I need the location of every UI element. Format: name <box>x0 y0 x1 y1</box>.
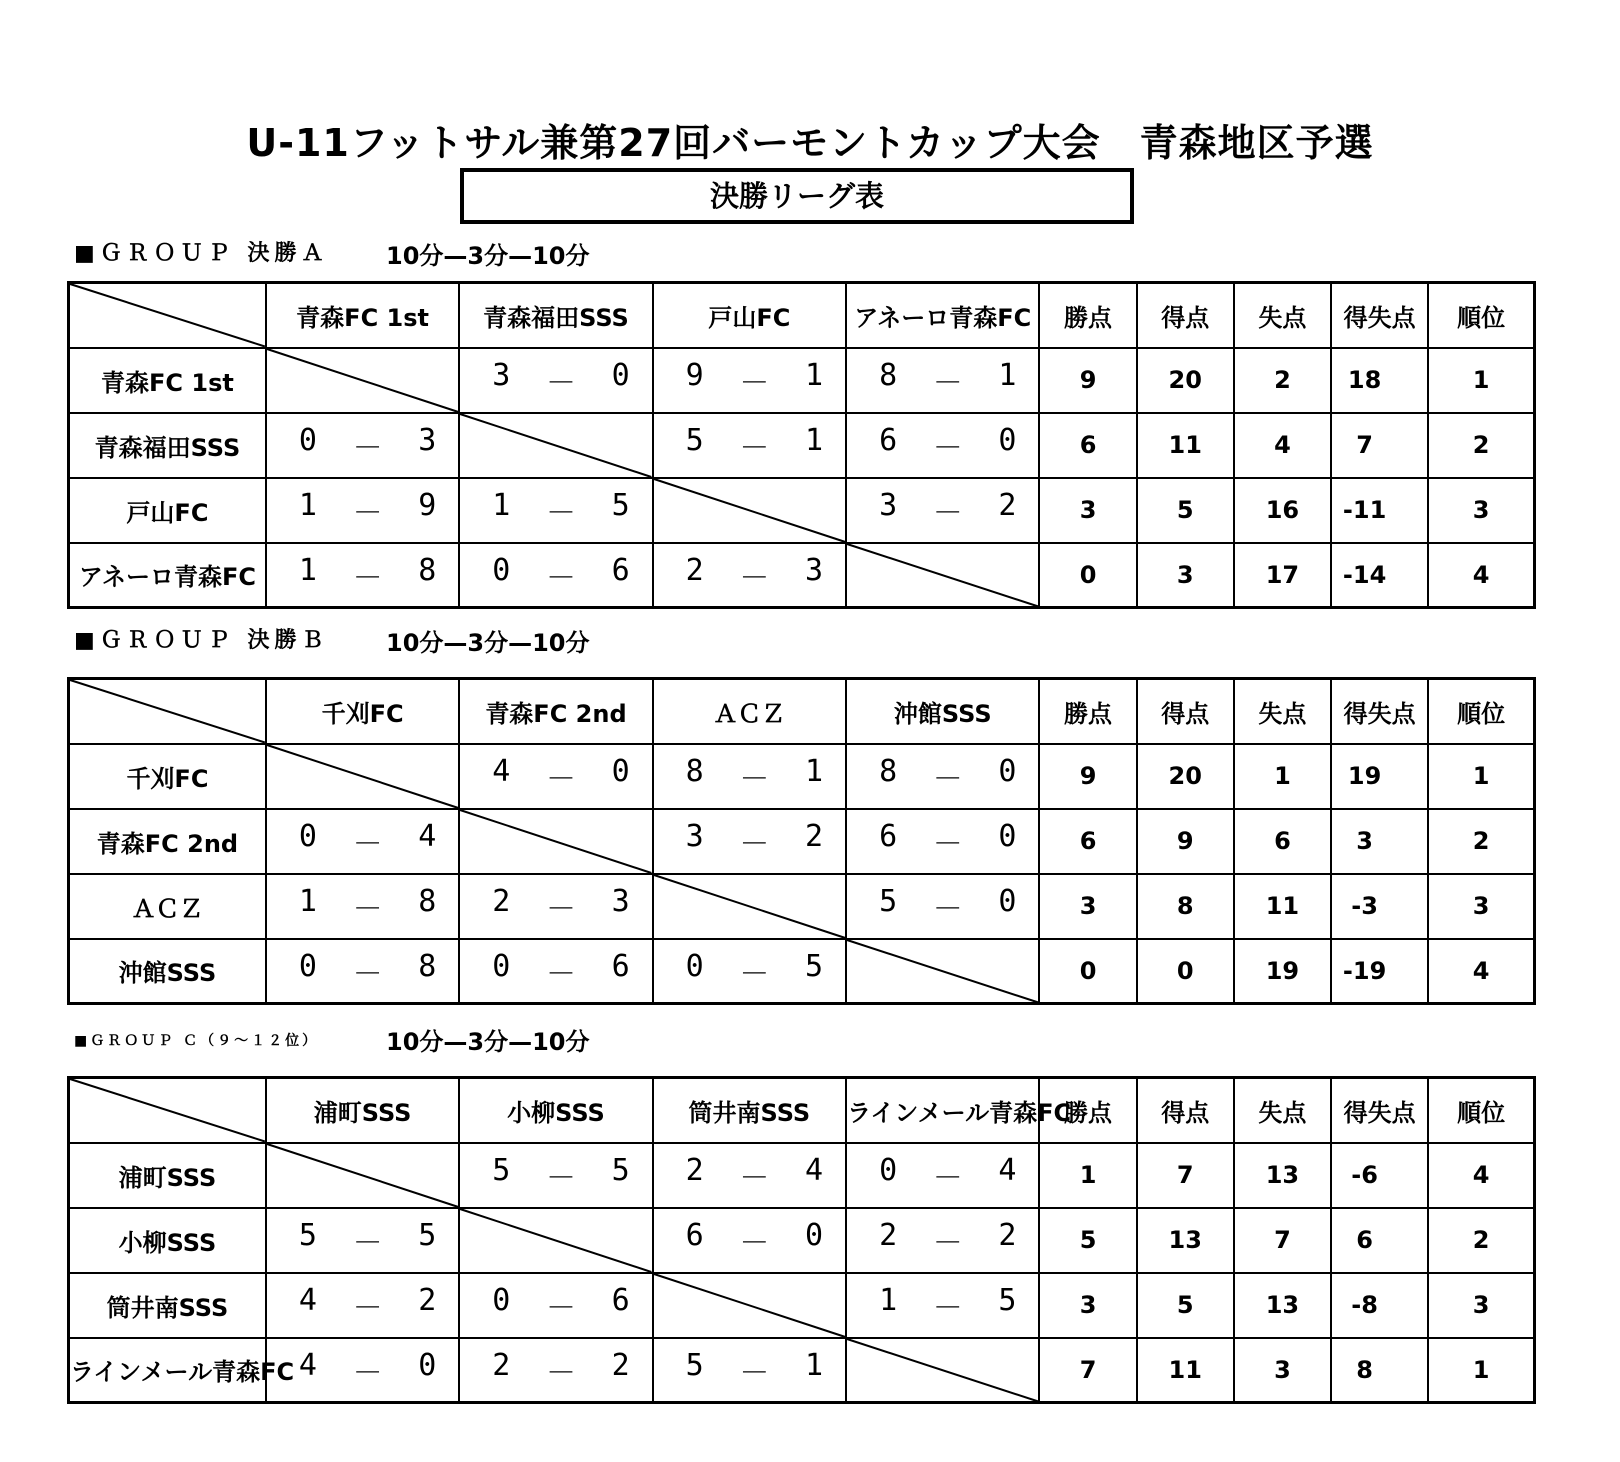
group-match-time: 10分—3分—10分 <box>386 1028 590 1056</box>
match-score-cell <box>266 478 459 543</box>
diagonal-line <box>460 810 651 873</box>
rank-cell: 1 <box>1428 348 1534 413</box>
score-for: 5 <box>492 1153 511 1188</box>
score-against: 6 <box>611 948 630 984</box>
row-team-name: 小柳SSS <box>69 1208 266 1273</box>
score-separator: － <box>932 1291 963 1326</box>
score-for: 6 <box>879 819 898 854</box>
group-label: ■ＧＲＯＵＰ 決勝Ｂ <box>74 628 329 653</box>
table-header-row <box>69 1078 1535 1143</box>
match-score-cell <box>846 413 1039 478</box>
score-against: 5 <box>611 488 630 523</box>
column-team-header: 筒井南SSS <box>653 1078 846 1143</box>
score-against: 5 <box>998 1283 1017 1318</box>
score-against: 4 <box>418 819 437 854</box>
table-row <box>69 744 1535 809</box>
rank-cell: 2 <box>1428 809 1534 874</box>
goals-for-cell: 8 <box>1137 874 1234 939</box>
row-team-name: 浦町SSS <box>69 1143 266 1208</box>
column-team-header: アネーロ青森FC <box>846 283 1039 348</box>
corner-cell <box>69 1078 266 1143</box>
goal-difference-cell: 19 <box>1331 744 1428 809</box>
column-team-header: 千刈FC <box>266 679 459 744</box>
column-team-header: 浦町SSS <box>266 1078 459 1143</box>
score-separator: － <box>739 827 770 862</box>
table-row <box>69 1338 1535 1403</box>
match-score-cell <box>846 1143 1039 1208</box>
self-match-cell <box>266 1143 459 1208</box>
score-against: 0 <box>611 754 630 789</box>
self-match-cell <box>266 744 459 809</box>
goals-for-cell: 3 <box>1137 543 1234 608</box>
goal-difference-cell: -3 <box>1331 874 1428 939</box>
score-for: 3 <box>492 358 511 393</box>
match-score-cell <box>266 939 459 1004</box>
diagonal-line <box>460 414 651 477</box>
goals-against-cell: 6 <box>1234 809 1331 874</box>
score-for: 3 <box>879 488 898 523</box>
score-against: 0 <box>611 358 630 393</box>
rank-cell: 1 <box>1428 1338 1534 1403</box>
points-cell: 7 <box>1039 1338 1136 1403</box>
score-separator: － <box>932 762 963 797</box>
table-row <box>69 348 1535 413</box>
score-against: 1 <box>804 423 824 458</box>
league-table <box>67 677 1536 1005</box>
score-against: 0 <box>804 1218 824 1253</box>
score-separator: － <box>932 892 963 927</box>
match-score-cell <box>266 874 459 939</box>
table-row <box>69 478 1535 543</box>
score-for: 8 <box>685 754 704 789</box>
self-match-cell <box>653 478 846 543</box>
goal-difference-cell: -6 <box>1331 1143 1428 1208</box>
corner-cell <box>69 283 266 348</box>
score-against: 0 <box>418 1347 437 1383</box>
score-against: 4 <box>804 1153 824 1188</box>
score-for: 1 <box>298 552 317 588</box>
score-for: 0 <box>492 1283 511 1318</box>
score-separator: － <box>545 1291 576 1326</box>
row-team-name: ＡＣＺ <box>69 874 266 939</box>
score-separator: － <box>545 762 576 797</box>
page-title: U-11フットサル兼第27回バーモントカップ大会 青森地区予選 <box>246 121 1374 165</box>
self-match-cell <box>266 348 459 413</box>
score-separator: － <box>739 1355 770 1391</box>
score-for: 1 <box>298 488 317 523</box>
rank-cell: 1 <box>1428 744 1534 809</box>
match-score-cell <box>266 543 459 608</box>
table-header-row <box>69 283 1535 348</box>
match-score-cell <box>459 478 652 543</box>
score-against: 2 <box>804 819 824 854</box>
column-team-header: ＡＣＺ <box>653 679 846 744</box>
match-score-cell <box>266 1338 459 1403</box>
stat-header: 得失点 <box>1331 679 1428 744</box>
column-team-header: 青森FC 2nd <box>459 679 652 744</box>
self-match-cell <box>653 874 846 939</box>
row-team-name: 千刈FC <box>69 744 266 809</box>
goals-against-cell: 3 <box>1234 1338 1331 1403</box>
goal-difference-cell: 3 <box>1331 809 1428 874</box>
stat-header: 得点 <box>1137 1078 1234 1143</box>
score-against: 1 <box>804 1347 824 1383</box>
score-for: 2 <box>685 552 704 588</box>
goal-difference-cell: 18 <box>1331 348 1428 413</box>
score-against: 5 <box>611 1153 630 1188</box>
score-against: 0 <box>998 819 1017 854</box>
stat-header: 失点 <box>1234 283 1331 348</box>
goals-against-cell: 4 <box>1234 413 1331 478</box>
diagonal-line <box>654 1274 845 1337</box>
match-score-cell <box>846 1273 1039 1338</box>
score-for: 2 <box>879 1218 898 1253</box>
score-for: 5 <box>879 884 898 919</box>
goal-difference-cell: -19 <box>1331 939 1428 1004</box>
goal-difference-cell: -11 <box>1331 478 1428 543</box>
score-against: 1 <box>804 754 824 789</box>
goals-against-cell: 16 <box>1234 478 1331 543</box>
match-score-cell <box>459 874 652 939</box>
score-for: 5 <box>685 1347 704 1383</box>
match-score-cell <box>459 348 652 413</box>
score-against: 0 <box>998 884 1017 919</box>
points-cell: 6 <box>1039 413 1136 478</box>
goals-for-cell: 20 <box>1137 348 1234 413</box>
match-score-cell <box>459 1273 652 1338</box>
league-table <box>67 281 1536 609</box>
points-cell: 1 <box>1039 1143 1136 1208</box>
score-against: 8 <box>418 948 437 984</box>
score-separator: － <box>932 827 963 862</box>
score-for: 6 <box>879 423 898 458</box>
stat-header: 得点 <box>1137 679 1234 744</box>
score-separator: － <box>352 956 383 992</box>
score-against: 2 <box>998 488 1017 523</box>
match-score-cell <box>653 1338 846 1403</box>
score-separator: － <box>545 956 576 992</box>
goals-against-cell: 1 <box>1234 744 1331 809</box>
goals-for-cell: 7 <box>1137 1143 1234 1208</box>
match-score-cell <box>653 939 846 1004</box>
goals-for-cell: 5 <box>1137 478 1234 543</box>
stat-header: 失点 <box>1234 679 1331 744</box>
goal-difference-cell: 7 <box>1331 413 1428 478</box>
score-against: 6 <box>611 1283 630 1318</box>
score-for: 5 <box>685 423 704 458</box>
match-score-cell <box>653 1143 846 1208</box>
self-match-cell <box>846 1338 1039 1403</box>
score-separator: － <box>932 431 963 466</box>
stat-header: 順位 <box>1428 679 1534 744</box>
match-score-cell <box>653 413 846 478</box>
goals-against-cell: 11 <box>1234 874 1331 939</box>
match-score-cell <box>459 744 652 809</box>
score-for: 1 <box>298 884 317 919</box>
goals-against-cell: 17 <box>1234 543 1331 608</box>
score-for: 0 <box>298 423 317 458</box>
score-against: 3 <box>804 552 824 588</box>
goals-against-cell: 7 <box>1234 1208 1331 1273</box>
self-match-cell <box>653 1273 846 1338</box>
score-separator: － <box>352 892 383 927</box>
stat-header: 勝点 <box>1039 1078 1136 1143</box>
match-score-cell <box>846 478 1039 543</box>
score-against: 4 <box>998 1153 1017 1188</box>
self-match-cell <box>846 543 1039 608</box>
match-score-cell <box>846 744 1039 809</box>
self-match-cell <box>459 809 652 874</box>
goals-against-cell: 2 <box>1234 348 1331 413</box>
score-separator: － <box>739 431 770 466</box>
score-against: 8 <box>418 884 437 919</box>
page-subtitle: 決勝リーグ表 <box>460 168 1134 224</box>
stat-header: 勝点 <box>1039 283 1136 348</box>
goal-difference-cell: 8 <box>1331 1338 1428 1403</box>
rank-cell: 4 <box>1428 543 1534 608</box>
score-against: 3 <box>418 423 437 458</box>
match-score-cell <box>846 348 1039 413</box>
table-row <box>69 874 1535 939</box>
row-team-name: 青森FC 2nd <box>69 809 266 874</box>
score-for: 4 <box>298 1283 317 1318</box>
self-match-cell <box>846 939 1039 1004</box>
match-score-cell <box>459 543 652 608</box>
match-score-cell <box>653 348 846 413</box>
match-score-cell <box>459 1338 652 1403</box>
score-against: 0 <box>998 423 1017 458</box>
table-row <box>69 1273 1535 1338</box>
row-team-name: 戸山FC <box>69 478 266 543</box>
goal-difference-cell: -8 <box>1331 1273 1428 1338</box>
stat-header: 得失点 <box>1331 283 1428 348</box>
score-against: 2 <box>611 1347 630 1383</box>
rank-cell: 3 <box>1428 1273 1534 1338</box>
match-score-cell <box>459 1143 652 1208</box>
rank-cell: 4 <box>1428 1143 1534 1208</box>
goals-against-cell: 19 <box>1234 939 1331 1004</box>
table-row <box>69 809 1535 874</box>
rank-cell: 2 <box>1428 413 1534 478</box>
score-against: 3 <box>611 884 630 919</box>
column-team-header: 沖館SSS <box>846 679 1039 744</box>
points-cell: 9 <box>1039 744 1136 809</box>
goals-for-cell: 20 <box>1137 744 1234 809</box>
diagonal-line <box>70 680 265 743</box>
row-team-name: 筒井南SSS <box>69 1273 266 1338</box>
column-team-header: 青森FC 1st <box>266 283 459 348</box>
score-separator: － <box>739 1161 770 1196</box>
score-against: 8 <box>418 552 437 588</box>
score-for: 8 <box>879 358 898 393</box>
match-score-cell <box>266 413 459 478</box>
score-separator: － <box>545 892 576 927</box>
match-score-cell <box>846 874 1039 939</box>
goals-for-cell: 5 <box>1137 1273 1234 1338</box>
stat-header: 得点 <box>1137 283 1234 348</box>
match-score-cell <box>266 809 459 874</box>
score-for: 8 <box>879 754 898 789</box>
goals-for-cell: 13 <box>1137 1208 1234 1273</box>
diagonal-line <box>654 479 845 542</box>
goal-difference-cell: 6 <box>1331 1208 1428 1273</box>
score-separator: － <box>739 1226 770 1261</box>
goals-against-cell: 13 <box>1234 1143 1331 1208</box>
column-team-header: 小柳SSS <box>459 1078 652 1143</box>
group-match-time: 10分—3分—10分 <box>386 242 590 270</box>
score-for: 6 <box>685 1218 704 1253</box>
diagonal-line <box>267 745 458 808</box>
score-against: 1 <box>804 358 824 393</box>
score-for: 4 <box>298 1347 317 1383</box>
goals-for-cell: 11 <box>1137 1338 1234 1403</box>
score-against: 0 <box>998 754 1017 789</box>
score-separator: － <box>932 1161 963 1196</box>
score-against: 2 <box>998 1218 1017 1253</box>
goals-for-cell: 11 <box>1137 413 1234 478</box>
row-team-name: 青森FC 1st <box>69 348 266 413</box>
score-separator: － <box>739 762 770 797</box>
self-match-cell <box>459 1208 652 1273</box>
score-separator: － <box>545 1161 576 1196</box>
score-separator: － <box>352 1291 383 1326</box>
diagonal-line <box>654 875 845 938</box>
diagonal-line <box>847 940 1038 1003</box>
score-separator: － <box>352 560 383 596</box>
goals-for-cell: 0 <box>1137 939 1234 1004</box>
diagonal-line <box>847 1339 1038 1402</box>
rank-cell: 3 <box>1428 874 1534 939</box>
score-for: 0 <box>492 948 511 984</box>
match-score-cell <box>653 809 846 874</box>
table-row <box>69 543 1535 608</box>
points-cell: 9 <box>1039 348 1136 413</box>
table-row <box>69 413 1535 478</box>
table-header-row <box>69 679 1535 744</box>
score-against: 2 <box>418 1283 437 1318</box>
score-separator: － <box>352 827 383 862</box>
score-separator: － <box>352 1355 383 1391</box>
match-score-cell <box>653 744 846 809</box>
column-team-header: ラインメール青森FC <box>846 1078 1039 1143</box>
points-cell: 3 <box>1039 478 1136 543</box>
score-for: 0 <box>685 948 704 984</box>
match-score-cell <box>846 1208 1039 1273</box>
score-for: 1 <box>879 1283 898 1318</box>
score-separator: － <box>932 496 963 531</box>
score-for: 9 <box>685 358 704 393</box>
score-against: 9 <box>418 488 437 523</box>
table-row <box>69 939 1535 1004</box>
score-for: 1 <box>492 488 511 523</box>
points-cell: 0 <box>1039 939 1136 1004</box>
diagonal-line <box>70 284 265 347</box>
column-team-header: 戸山FC <box>653 283 846 348</box>
score-for: 0 <box>298 819 317 854</box>
score-for: 0 <box>879 1153 898 1188</box>
score-separator: － <box>352 496 383 531</box>
score-for: 4 <box>492 754 511 789</box>
diagonal-line <box>267 1144 458 1207</box>
score-against: 6 <box>611 552 630 588</box>
match-score-cell <box>266 1273 459 1338</box>
score-separator: － <box>545 366 576 401</box>
row-team-name: ラインメール青森FC <box>69 1338 266 1403</box>
corner-cell <box>69 679 266 744</box>
stat-header: 得失点 <box>1331 1078 1428 1143</box>
score-for: 0 <box>298 948 317 984</box>
table-row <box>69 1143 1535 1208</box>
stat-header: 失点 <box>1234 1078 1331 1143</box>
score-separator: － <box>352 431 383 466</box>
row-team-name: 青森福田SSS <box>69 413 266 478</box>
points-cell: 3 <box>1039 1273 1136 1338</box>
row-team-name: アネーロ青森FC <box>69 543 266 608</box>
stat-header: 勝点 <box>1039 679 1136 744</box>
rank-cell: 2 <box>1428 1208 1534 1273</box>
diagonal-line <box>70 1079 265 1142</box>
column-team-header: 青森福田SSS <box>459 283 652 348</box>
match-score-cell <box>266 1208 459 1273</box>
score-separator: － <box>739 560 770 596</box>
diagonal-line <box>847 544 1038 607</box>
row-team-name: 沖館SSS <box>69 939 266 1004</box>
group-label: ■ＧＲＯＵＰ 決勝Ａ <box>74 241 329 266</box>
score-separator: － <box>932 366 963 401</box>
score-separator: － <box>932 1226 963 1261</box>
league-table <box>67 1076 1536 1404</box>
group-match-time: 10分—3分—10分 <box>386 629 590 657</box>
match-score-cell <box>653 543 846 608</box>
score-separator: － <box>739 366 770 401</box>
diagonal-line <box>267 349 458 412</box>
match-score-cell <box>846 809 1039 874</box>
rank-cell: 3 <box>1428 478 1534 543</box>
rank-cell: 4 <box>1428 939 1534 1004</box>
score-for: 3 <box>685 819 704 854</box>
match-score-cell <box>653 1208 846 1273</box>
points-cell: 5 <box>1039 1208 1136 1273</box>
score-for: 5 <box>298 1218 317 1253</box>
score-against: 5 <box>804 948 824 984</box>
score-for: 2 <box>492 1347 511 1383</box>
score-separator: － <box>352 1226 383 1261</box>
goal-difference-cell: -14 <box>1331 543 1428 608</box>
points-cell: 0 <box>1039 543 1136 608</box>
group-label: ■ＧＲＯＵＰ Ｃ（９～１２位） <box>74 1033 320 1049</box>
score-separator: － <box>545 1355 576 1391</box>
points-cell: 6 <box>1039 809 1136 874</box>
match-score-cell <box>459 939 652 1004</box>
score-for: 2 <box>685 1153 704 1188</box>
goals-for-cell: 9 <box>1137 809 1234 874</box>
stat-header: 順位 <box>1428 1078 1534 1143</box>
score-for: 2 <box>492 884 511 919</box>
score-against: 5 <box>418 1218 437 1253</box>
score-for: 0 <box>492 552 511 588</box>
score-against: 1 <box>998 358 1017 393</box>
diagonal-line <box>460 1209 651 1272</box>
score-separator: － <box>739 956 770 992</box>
stat-header: 順位 <box>1428 283 1534 348</box>
goals-against-cell: 13 <box>1234 1273 1331 1338</box>
self-match-cell <box>459 413 652 478</box>
score-separator: － <box>545 560 576 596</box>
score-separator: － <box>545 496 576 531</box>
table-row <box>69 1208 1535 1273</box>
points-cell: 3 <box>1039 874 1136 939</box>
